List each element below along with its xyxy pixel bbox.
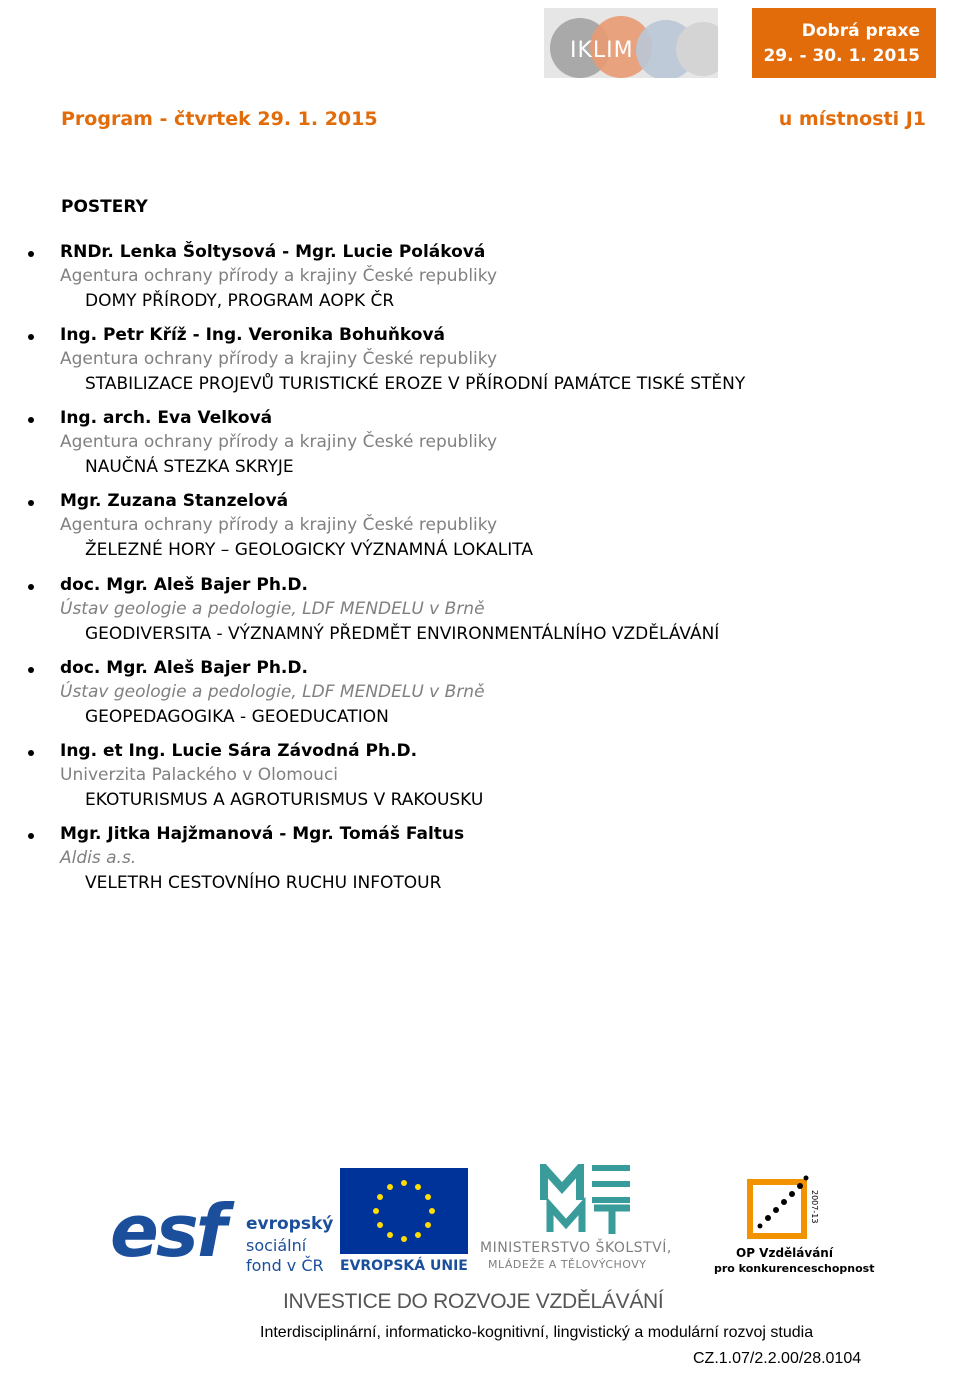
bullet-icon <box>28 334 34 340</box>
footer-code: CZ.1.07/2.2.00/28.0104 <box>693 1350 862 1367</box>
bullet-icon <box>28 584 34 590</box>
esf-text-1: evropský <box>246 1214 334 1234</box>
entry-authors: doc. Mgr. Aleš Bajer Ph.D. <box>60 575 308 595</box>
op-vk-years: 2007-13 <box>810 1190 819 1224</box>
event-box <box>752 8 936 78</box>
entry-title: VELETRH CESTOVNÍHO RUCHU INFOTOUR <box>85 873 442 893</box>
op-vk-line-1: OP Vzdělávání <box>736 1246 833 1260</box>
eu-logo <box>340 1168 470 1278</box>
eu-flag-icon <box>340 1168 468 1254</box>
msmt-logo <box>480 1160 710 1278</box>
op-vk-line-2: pro konkurenceschopnost <box>714 1262 875 1275</box>
entry-authors: RNDr. Lenka Šoltysová - Mgr. Lucie Poláková <box>60 242 486 262</box>
entry-affiliation: Univerzita Palackého v Olomouci <box>60 765 339 785</box>
bullet-icon <box>28 750 34 756</box>
msmt-line-1: MINISTERSTVO ŠKOLSTVÍ, <box>480 1240 672 1256</box>
esf-text-2: sociální <box>246 1236 307 1255</box>
event-dates: 29. - 30. 1. 2015 <box>763 46 920 66</box>
iklim-logo <box>544 8 718 78</box>
entry-authors: Ing. et Ing. Lucie Sára Závodná Ph.D. <box>60 741 418 761</box>
entry-authors: Mgr. Zuzana Stanzelová <box>60 491 289 511</box>
eu-text: EVROPSKÁ UNIE <box>340 1258 468 1274</box>
entry-title: GEODIVERSITA - VÝZNAMNÝ PŘEDMĚT ENVIRONMENTÁLNÍHO VZDĚLÁVÁNÍ <box>85 624 720 644</box>
op-vk-mark-icon <box>744 1172 824 1244</box>
entry-affiliation: Aldis a.s. <box>60 848 137 868</box>
entry-affiliation: Agentura ochrany přírody a krajiny České republiky <box>60 515 498 535</box>
entry-authors: doc. Mgr. Aleš Bajer Ph.D. <box>60 658 308 678</box>
entry-affiliation: Ústav geologie a pedologie, LDF MENDELU v Brně <box>60 682 485 702</box>
section-title: POSTERY <box>61 197 148 217</box>
event-title: Dobrá praxe <box>801 21 920 41</box>
bullet-icon <box>28 417 34 423</box>
esf-text-3: fond v ČR <box>246 1256 324 1275</box>
program-title: Program - čtvrtek 29. 1. 2015 <box>61 108 378 130</box>
msmt-line-2: MLÁDEŽE A TĚLOVÝCHOVY <box>488 1258 647 1271</box>
room-label: u místnosti J1 <box>778 108 926 130</box>
entry-title: ŽELEZNÉ HORY – GEOLOGICKY VÝZNAMNÁ LOKALITA <box>85 540 533 560</box>
op-vk-logo <box>712 1164 875 1278</box>
entry-affiliation: Agentura ochrany přírody a krajiny České republiky <box>60 349 498 369</box>
logo-text: IKLIM <box>570 38 634 63</box>
header-banner <box>544 8 936 78</box>
entry-title: STABILIZACE PROJEVŮ TURISTICKÉ EROZE V PŘÍRODNÍ PAMÁTCE TISKÉ STĚNY <box>85 374 746 394</box>
bullet-icon <box>28 251 34 257</box>
esf-logo <box>110 1189 334 1278</box>
bullet-icon <box>28 833 34 839</box>
entry-affiliation: Agentura ochrany přírody a krajiny České republiky <box>60 432 498 452</box>
entry-affiliation: Agentura ochrany přírody a krajiny České republiky <box>60 266 498 286</box>
entry-authors: Ing. arch. Eva Velková <box>60 408 273 428</box>
funding-logos <box>100 1160 875 1280</box>
entry-authors: Mgr. Jitka Hajžmanová - Mgr. Tomáš Faltus <box>60 824 465 844</box>
entry-title: EKOTURISMUS A AGROTURISMUS V RAKOUSKU <box>85 790 484 810</box>
entry-title: GEOPEDAGOGIKA - GEOEDUCATION <box>85 707 389 727</box>
entry-title: NAUČNÁ STEZKA SKRYJE <box>85 457 294 477</box>
msmt-mark-icon <box>540 1164 636 1236</box>
bullet-icon <box>28 667 34 673</box>
entry-title: DOMY PŘÍRODY, PROGRAM AOPK ČR <box>85 291 395 311</box>
bullet-icon <box>28 500 34 506</box>
slogan: INVESTICE DO ROZVOJE VZDĚLÁVÁNÍ <box>283 1290 664 1313</box>
footer-project: Interdisciplinární, informaticko-kognitivní, lingvistický a modulární rozvoj studia <box>260 1324 814 1341</box>
esf-mark: esf <box>110 1189 225 1273</box>
entry-authors: Ing. Petr Kříž - Ing. Veronika Bohuňková <box>60 325 446 345</box>
entry-affiliation: Ústav geologie a pedologie, LDF MENDELU v Brně <box>60 599 485 619</box>
